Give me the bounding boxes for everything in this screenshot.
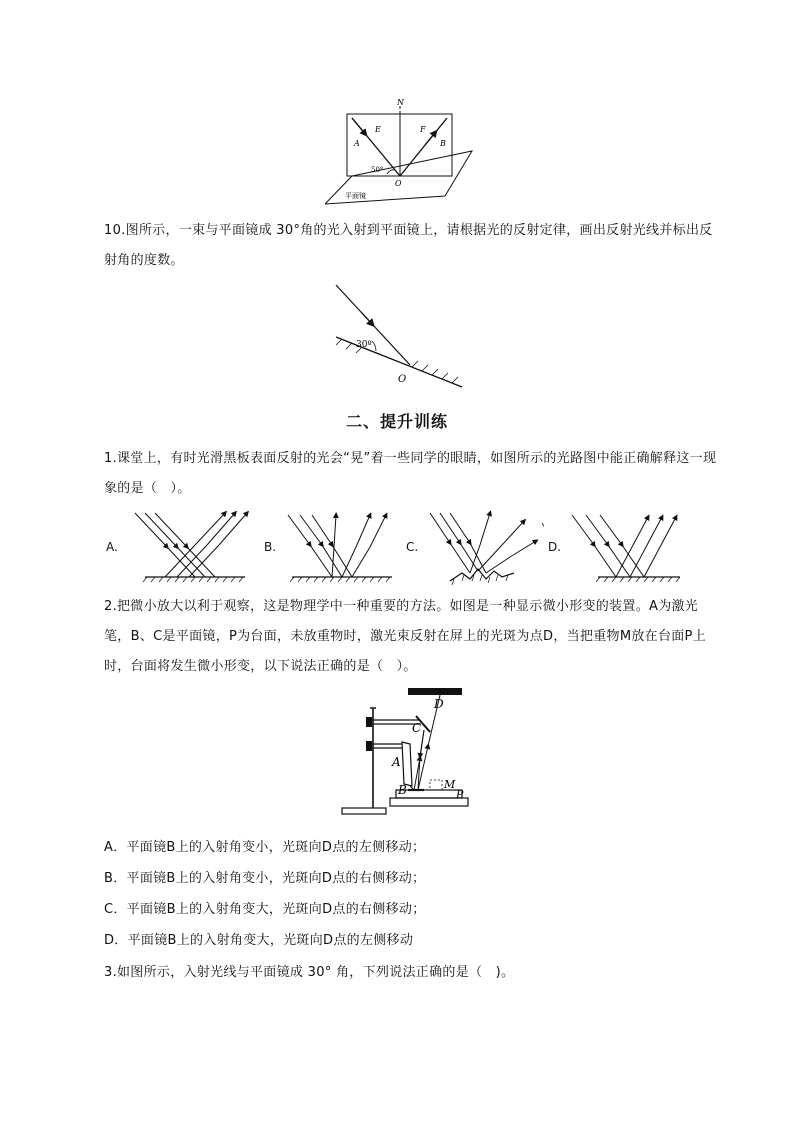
option-a-figure (125, 507, 255, 585)
q10-point-o: O (398, 374, 407, 385)
label-a: A (392, 755, 401, 769)
label-o: O (395, 179, 402, 188)
option-b-label: B. (264, 540, 277, 554)
weight-m (430, 780, 442, 790)
laser-pen (402, 742, 412, 786)
question-1-text: 1.课堂上，有时光滑黑板表面反射的光会“晃”着一些同学的眼睛，如图所示的光路图中能正确解释这一现象的是（ ）。 (104, 451, 717, 496)
option-c-label: C. (406, 540, 419, 554)
choice-a: A．平面镜B上的入射角变小，光斑向D点的左侧移动； (104, 840, 426, 855)
label-m: M (444, 778, 456, 791)
label-p: P (456, 788, 464, 801)
label-b: B (398, 783, 407, 797)
question-2-text: 2.把微小放大以利于观察，这是物理学中一种重要的方法。如图是一种显示微小形变的装置。A为激光笔，B、C是平面镜，P为台面，未放重物时，激光束反射在屏上的光斑为点D，当把重物M放在台面P上时，台面将发生微小形变，以下说法正确的是（ ）。 (104, 599, 707, 674)
q10-figure (332, 283, 467, 391)
label-a: A (354, 139, 360, 148)
option-d-figure (566, 507, 686, 585)
label-e: E (375, 125, 381, 134)
choice-d: D．平面镜B上的入射角变大，光斑向D点的左侧移动 (104, 933, 414, 948)
option-d-label: D. (548, 540, 562, 554)
q2-apparatus-figure (340, 686, 470, 820)
label-b: B (440, 139, 446, 148)
option-c-figure (424, 507, 544, 585)
label-mirror: 平面镜 (345, 192, 366, 200)
label-angle: 50° (371, 166, 384, 174)
option-b-figure (282, 507, 402, 585)
label-c: C (412, 721, 422, 735)
option-a-label: A. (106, 540, 118, 554)
label-n: N (397, 98, 404, 107)
section-heading: 二、提升训练 (345, 412, 448, 431)
label-d: D (434, 697, 444, 711)
q10-angle-label: 30º (356, 340, 372, 350)
screen (408, 688, 462, 695)
reflection-board-figure (325, 96, 475, 208)
stand-base (342, 808, 386, 814)
label-f: F (420, 125, 426, 134)
question-3-text: 3.如图所示，入射光线与平面镜成 30° 角，下列说法正确的是（ )。 (104, 965, 515, 980)
question-10-text: 10.图所示，一束与平面镜成 30°角的光入射到平面镜上，请根据光的反射定律，画出反射光线并标出反射角的度数。 (104, 223, 713, 268)
choice-c: C．平面镜B上的入射角变大，光斑向D点的右侧移动； (104, 902, 426, 917)
choice-b: B．平面镜B上的入射角变小，光斑向D点的右侧移动； (104, 871, 426, 886)
q10-incident-ray (336, 285, 410, 365)
